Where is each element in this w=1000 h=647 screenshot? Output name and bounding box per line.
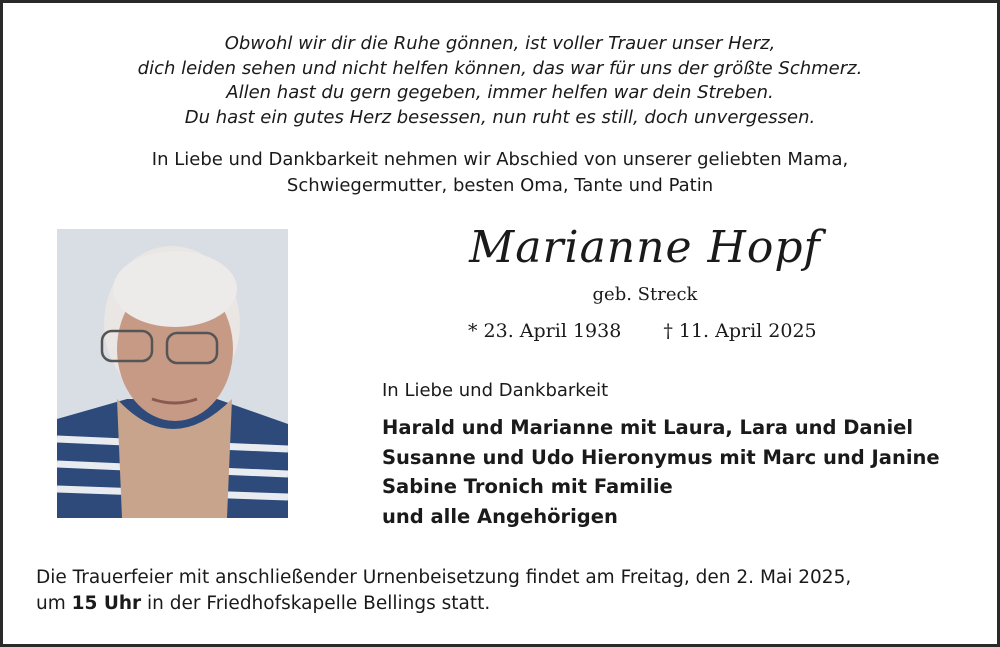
birth-date: * 23. April 1938	[468, 320, 622, 342]
mourner-line: Susanne und Udo Hieronymus mit Marc und Janine	[382, 445, 940, 469]
intro-line: Schwiegermutter, besten Oma, Tante und Patin	[286, 175, 714, 196]
funeral-text: in der Friedhofskapelle Bellings statt.	[141, 593, 491, 614]
mourner-line: Harald und Marianne mit Laura, Lara und Daniel	[382, 416, 914, 439]
funeral-info-line: Die Trauerfeier mit anschließender Urnenbeisetzung findet am Freitag, den 2. Mai 2025,	[36, 567, 852, 588]
death-date: † 11. April 2025	[663, 320, 817, 342]
funeral-info-line	[36, 591, 851, 617]
life-dates	[468, 320, 817, 342]
mourners-list	[382, 413, 940, 532]
poem-line: Obwohl wir dir die Ruhe gönnen, ist voller Trauer unser Herz,	[224, 33, 776, 54]
poem	[0, 32, 1000, 130]
maiden-name: geb. Streck	[592, 284, 698, 305]
poem-line: Du hast ein gutes Herz besessen, nun ruht es still, doch unvergessen.	[184, 106, 816, 128]
funeral-info	[36, 565, 851, 617]
poem-line: dich leiden sehen und nicht helfen können, das war für uns der größte Schmerz.	[137, 57, 863, 79]
mourners-heading: In Liebe und Dankbarkeit	[382, 380, 609, 401]
poem-line: Allen hast du gern gegeben, immer helfen war dein Streben.	[226, 82, 774, 103]
intro-text	[0, 147, 1000, 199]
intro-line: In Liebe und Dankbarkeit nehmen wir Abschied von unserer geliebten Mama,	[151, 149, 849, 170]
funeral-text: um	[36, 593, 72, 614]
funeral-time: 15 Uhr	[71, 593, 142, 614]
portrait-photo	[57, 229, 288, 518]
mourner-line: Sabine Tronich mit Familie	[382, 475, 673, 499]
mourner-line: und alle Angehörigen	[382, 505, 618, 529]
deceased-name: Marianne Hopf	[469, 222, 821, 273]
